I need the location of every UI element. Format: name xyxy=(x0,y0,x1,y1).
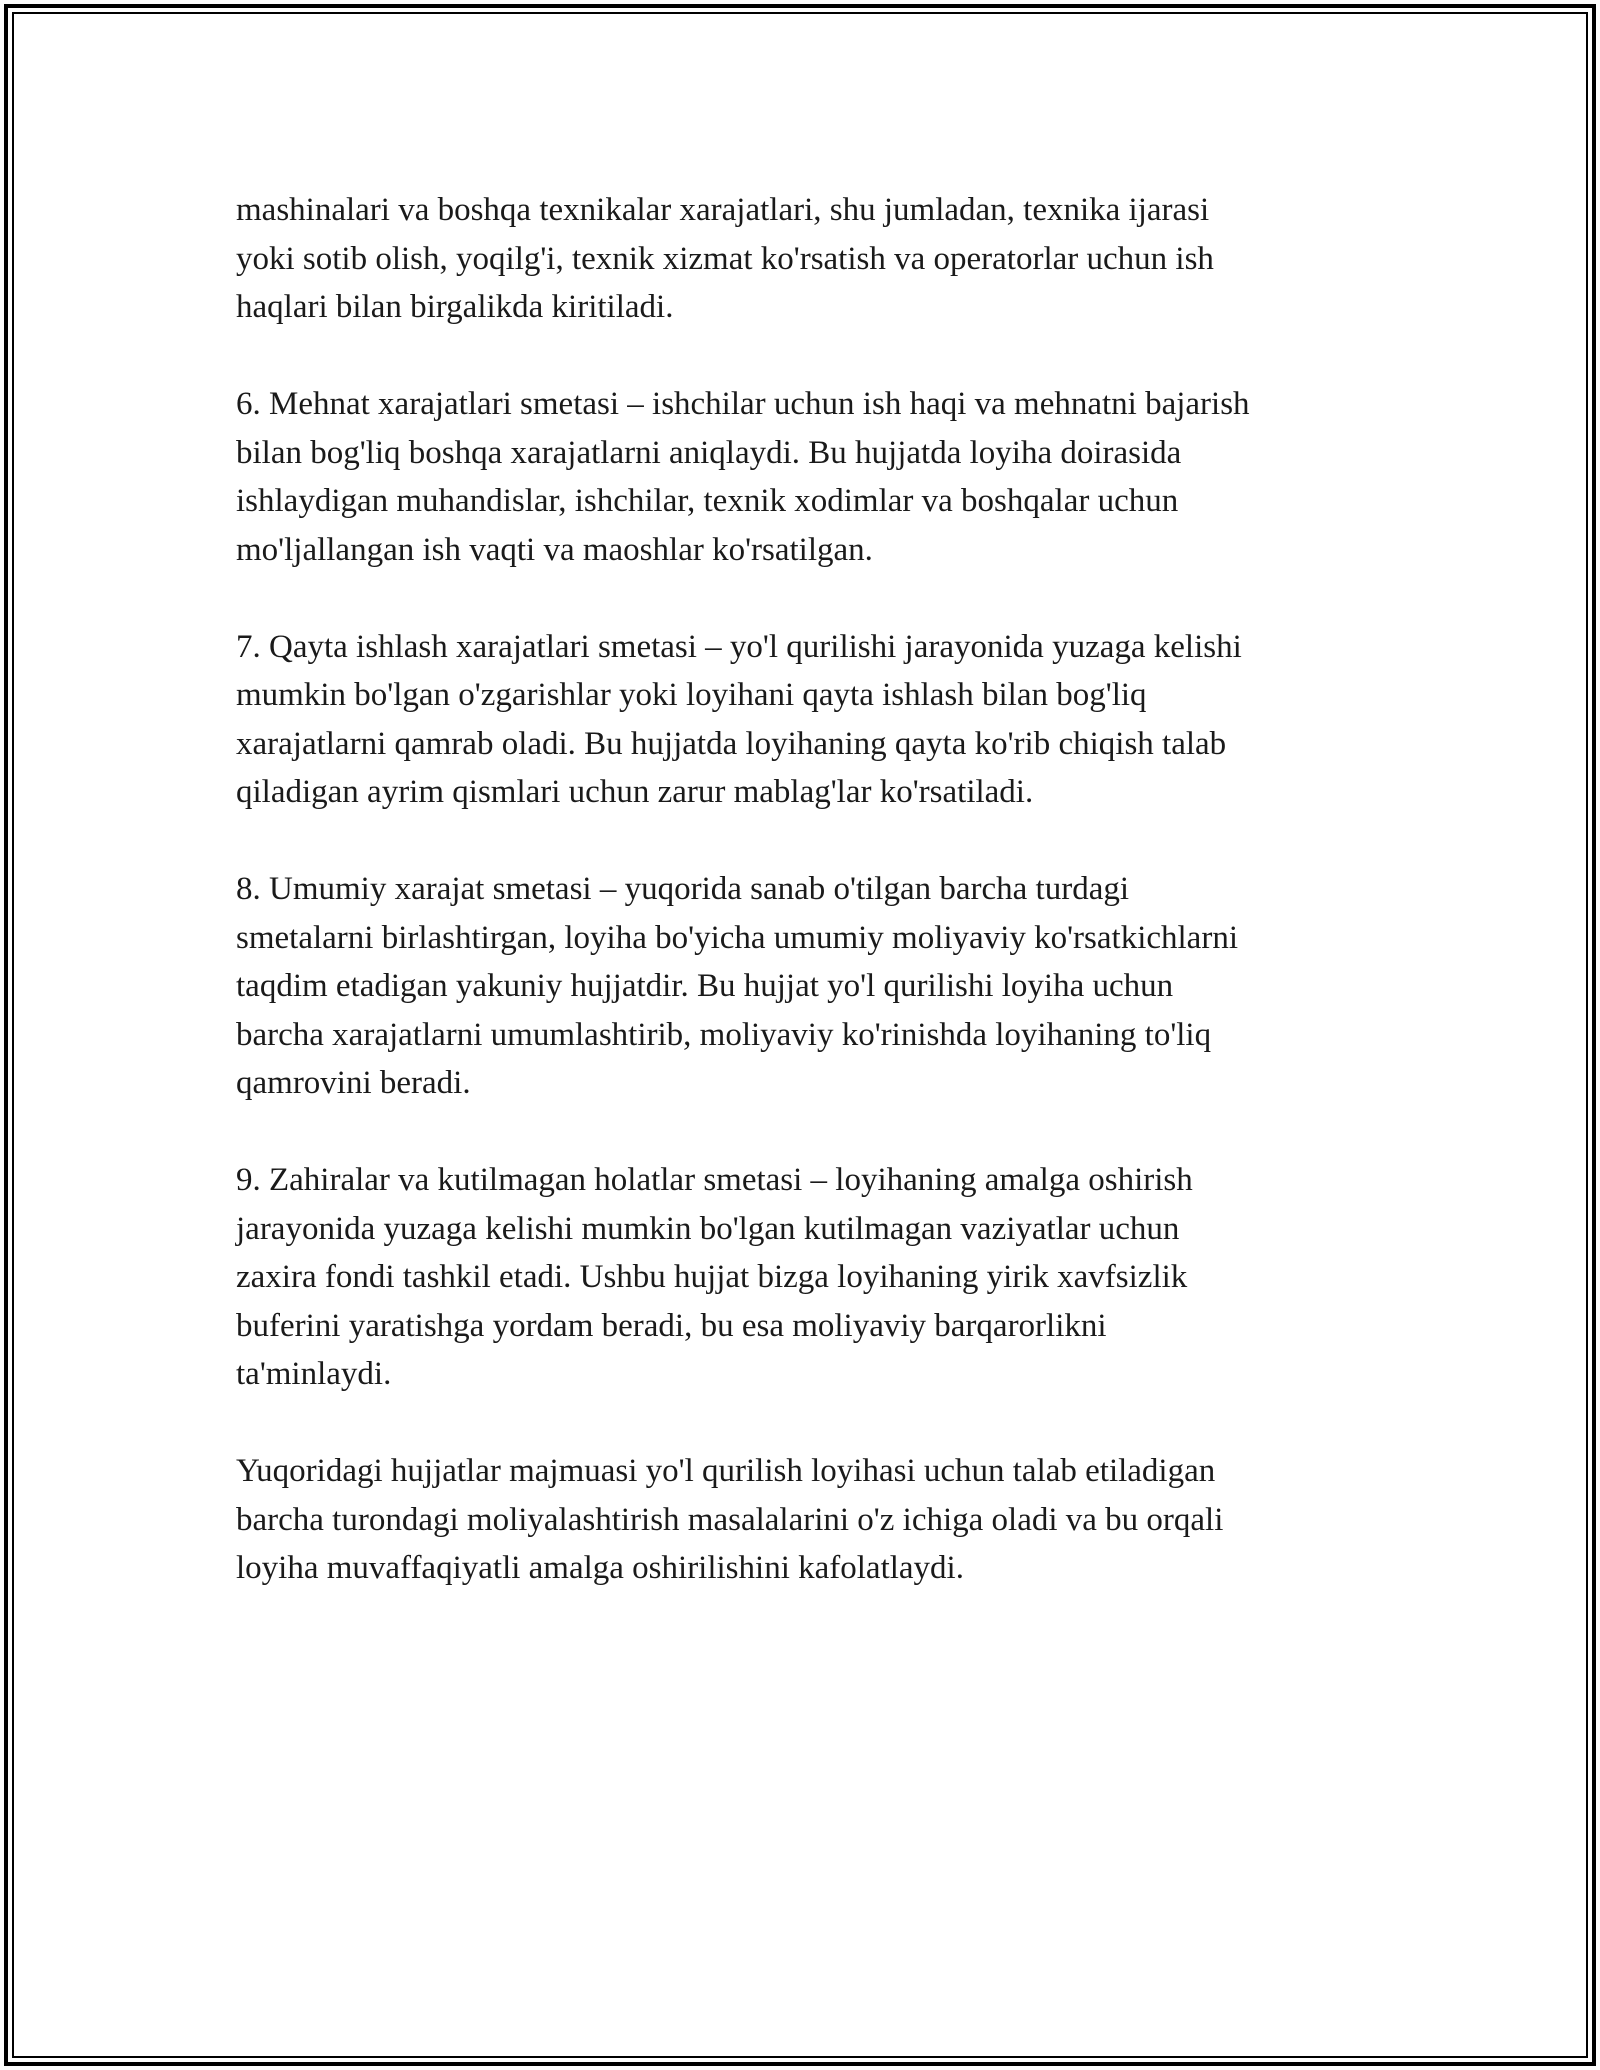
paragraph-item-9: 9. Zahiralar va kutilmagan holatlar smetasi – loyihaning amalga oshirish jarayonida yuzaga kelishi mumkin bo'lgan kutilmagan vaziyatlar uchun zaxira fondi tashkil etadi. Ushbu hujjat bizga loyihaning yirik xavfsizlik buferini yaratishga yordam beradi, bu esa moliyaviy barqarorlikni ta'minlaydi. xyxy=(236,1162,1193,1392)
paragraph-item-7: 7. Qayta ishlash xarajatlari smetasi – yo'l qurilishi jarayonida yuzaga kelishi mumkin bo'lgan o'zgarishlar yoki loyihani qayta ishlash bilan bog'liq xarajatlarni qamrab oladi. Bu hujjatda loyihaning qayta ko'rib chiqish talab qiladigan ayrim qismlari uchun zarur mablag'lar ko'rsatiladi. xyxy=(236,628,1242,810)
paragraph-item-6: 6. Mehnat xarajatlari smetasi – ishchilar uchun ish haqi va mehnatni bajarish bilan bog'liq boshqa xarajatlarni aniqlaydi. Bu hujjatda loyiha doirasida ishlaydigan muhandislar, ishchilar, texnik xodimlar va boshqalar uchun mo'ljallangan ish vaqti va maoshlar ko'rsatilgan. xyxy=(236,386,1250,568)
paragraph-continuation: mashinalari va boshqa texnikalar xarajatlari, shu jumladan, texnika ijarasi yoki sotib olish, yoqilg'i, texnik xizmat ko'rsatish va operatorlar uchun ish haqlari bilan birgalikda kiritiladi. xyxy=(236,192,1214,325)
paragraph-conclusion: Yuqoridagi hujjatlar majmuasi yo'l qurilish loyihasi uchun talab etiladigan barcha turondagi moliyalashtirish masalalarini o'z ichiga oladi va bu orqali loyiha muvaffaqiyatli amalga oshirilishini kafolatlaydi. xyxy=(236,1453,1224,1586)
paragraph-item-8: 8. Umumiy xarajat smetasi – yuqorida sanab o'tilgan barcha turdagi smetalarni birlashtirgan, loyiha bo'yicha umumiy moliyaviy ko'rsatkichlarni taqdim etadigan yakuniy hujjatdir. Bu hujjat yo'l qurilishi loyiha uchun barcha xarajatlarni umumlashtirib, moliyaviy ko'rinishda loyihaning to'liq qamrovini beradi. xyxy=(236,871,1238,1101)
document-body xyxy=(236,186,1376,1641)
